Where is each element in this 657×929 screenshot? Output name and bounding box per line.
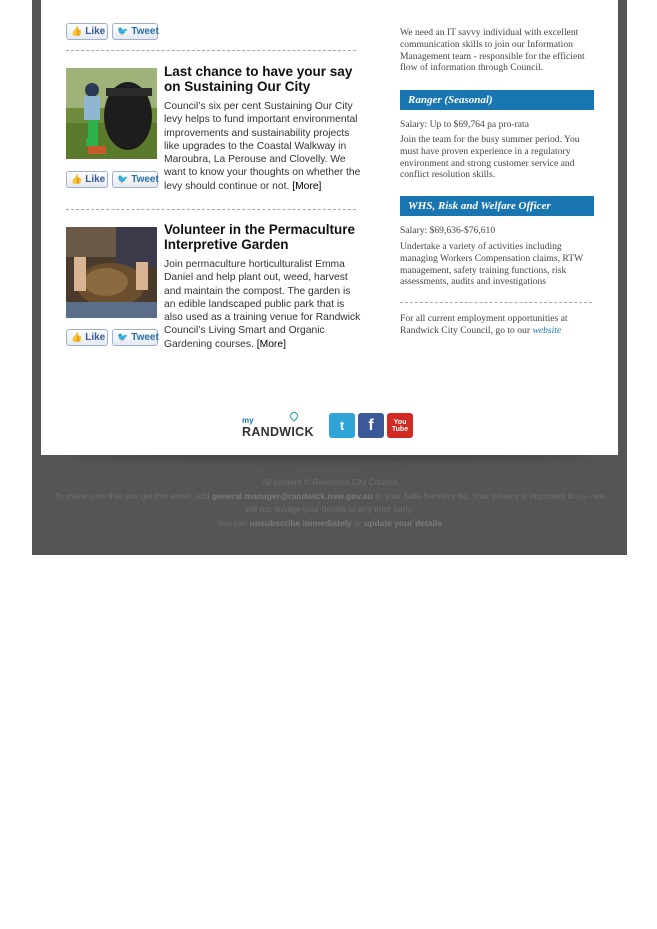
more-link[interactable]: [More] [256,338,286,350]
twitter-icon[interactable]: t [329,413,355,438]
tweet-button[interactable]: 🐦 Tweet [112,329,158,346]
like-button[interactable]: 👍 Like [66,171,108,188]
like-button[interactable]: 👍 Like [66,329,108,346]
like-button[interactable]: 👍 Like [66,23,108,40]
job-intro: We need an IT savvy individual with excellent communication skills to join our Information Management team - responsible for the efficient flow of information through Council. [400,27,585,74]
thumbs-up-icon: 👍 [71,174,83,184]
thumbs-up-icon: 👍 [71,332,83,342]
article-image-compost-hands [66,227,157,318]
share-row [66,171,158,188]
facebook-icon[interactable]: f [358,413,384,438]
content-card [41,0,618,455]
tweet-button[interactable]: 🐦 Tweet [112,171,158,188]
more-link[interactable]: [More] [292,180,322,192]
update-details-link[interactable]: update your details [364,518,443,528]
location-pin-icon [288,410,299,421]
youtube-icon[interactable]: You Tube [387,413,413,438]
article-title[interactable]: Volunteer in the Permaculture Interpretive Garden [164,222,356,252]
job-title-whs[interactable]: WHS, Risk and Welfare Officer [400,196,594,216]
jobs-footer: For all current employment opportunities at Randwick City Council, go to our website [400,313,568,336]
article-summary: Join permaculture horticulturalist Emma Daniel and help plant out, weed, harvest and maintain the compost. The garden is an edible landscaped public park that is also used as a training venue for Randwick Council’s Living Smart and Organic Gardening courses. [More] [164,259,361,350]
website-link[interactable]: website [532,324,562,336]
bird-icon: 🐦 [117,174,129,184]
article-separator [66,50,356,51]
manager-email[interactable]: general.manager@randwick.nsw.gov.au [211,491,373,501]
thumbs-up-icon: 👍 [71,26,83,36]
copyright-text: All content © Randwick City Council [261,477,398,487]
job-salary: Salary: $69,636-$76,610 [400,225,496,236]
my-randwick-logo[interactable]: my RANDWICK [242,412,314,440]
article-title[interactable]: Last chance to have your say on Sustaining Our City [164,64,353,94]
bird-icon: 🐦 [117,26,129,36]
article-separator [66,209,356,210]
job-salary: Salary: Up to $69,764 pa pro-rata [400,119,529,130]
job-title-ranger[interactable]: Ranger (Seasonal) [400,90,594,110]
article-image-compost-bin [66,68,157,159]
share-row-top [66,23,158,40]
article-summary: Council’s six per cent Sustaining Our City levy helps to fund important environmental improvements and sustainability projects like upgrades to the Coastal Walkway in Maroubra, La Perouse and Clovelly. We want to know your thoughts on whether the levy should continue or not. [More] [164,101,361,192]
safe-senders-text: To make sure that you get this email, add general.manager@randwick.nsw.gov.au to your Safe Senders list. Your privacy is important to us - we [54,491,605,501]
share-row [66,329,158,346]
subscription-text: You can unsubscribe immediately or update your details [216,518,443,528]
tweet-button[interactable]: 🐦 Tweet [112,23,158,40]
unsubscribe-link[interactable]: unsubscribe immediately [249,518,352,528]
privacy-text: will not divulge your details to any third party. [245,504,414,514]
job-description: Undertake a variety of activities including managing Workers Compensation claims, RTW management, safety training functions, risk assessments, audits and investigations [400,241,583,288]
jobs-separator [400,302,592,303]
job-description: Join the team for the busy summer period. You must have proven experience in a regulatory environment and strong customer service and conflict resolution skills. [400,134,580,181]
bird-icon: 🐦 [117,332,129,342]
